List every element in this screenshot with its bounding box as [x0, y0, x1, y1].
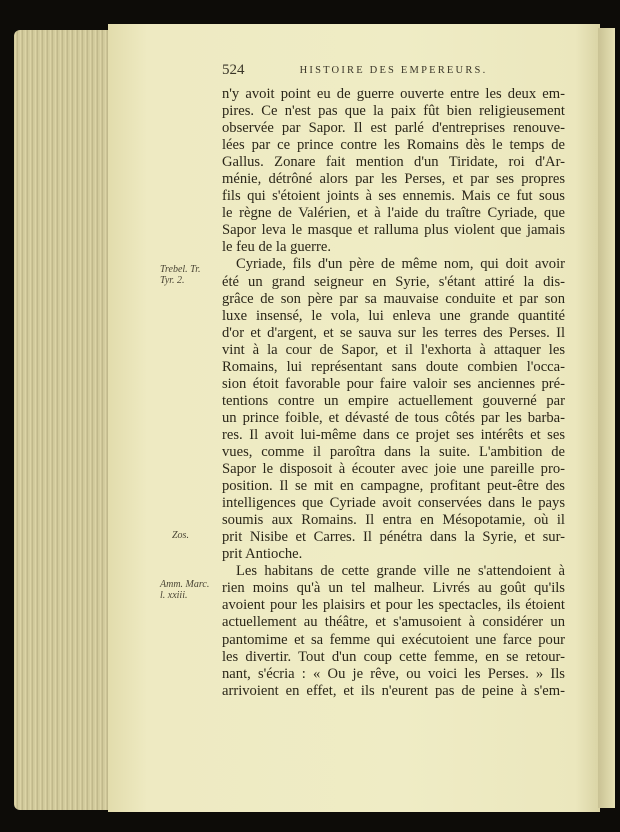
text-line: arrivoient en effet, et ils n'eurent pas de peine à s'em- [222, 682, 565, 699]
text-line: Sapor le disposoit à écouter avec joie une pareille pro- [222, 461, 565, 478]
margin-note [172, 530, 189, 541]
text-line: le feu de la guerre. [222, 239, 331, 256]
page-edges [14, 30, 114, 810]
text-line: pires. Ce n'est pas que la paix fût bien religieusement [222, 103, 565, 120]
margin-note-line: Zos. [172, 530, 189, 541]
text-line: nant, s'écria : « Ou je rêve, ou voici les Perses. » Ils [222, 665, 565, 682]
text-line: le règne de Valérien, et à l'aide du traître Cyriade, que [222, 205, 565, 222]
text-line: Sapor leva le masque et ralluma plus violent que jamais [222, 222, 565, 239]
margin-note-line: Tyr. 2. [160, 275, 185, 286]
text-line: tentions contre un empire actuellement gouverné par [222, 392, 565, 409]
text-line: pantomime et sa femme qui exécutoient une farce pour [222, 631, 565, 648]
margin-note-line: l. xxiii. [160, 590, 188, 601]
text-line: Gallus. Zonare fait mention d'un Tiridate, roi d'Ar- [222, 154, 565, 171]
text-line: ménie, détrôné alors par les Perses, et par ses propres [222, 171, 565, 188]
text-line: prit Antioche. [222, 546, 303, 563]
text-line: Cyriade, fils d'un père de même nom, qui doit avoir [236, 256, 565, 273]
text-line: soumis aux Romains. Il entra en Mésopotamie, où il [222, 512, 565, 529]
margin-note [160, 579, 209, 601]
text-line: n'y avoit point eu de guerre ouverte entre les deux em- [222, 86, 565, 102]
text-line: intelligences que Cyriade avoit conservées dans le pays [222, 495, 565, 512]
text-line: sion étoit favorable pour faire valoir ses anciennes pré- [222, 375, 565, 392]
text-line: rien moins qu'à un tel malheur. Livrés au goût qu'ils [222, 580, 565, 597]
running-header [222, 62, 565, 82]
text-line: observée par Sapor. Il est parlé d'entreprises renouve- [222, 120, 565, 137]
text-line: lées par ce prince contre les Romains dès le temps de [222, 137, 565, 154]
page-number: 524 [222, 62, 245, 78]
text-line: actuellement au théâtre, et s'amusoient à considérer un [222, 614, 565, 631]
text-line: Romains, lui représentant sans doute combien l'occa- [222, 358, 565, 375]
text-line: prit Nisibe et Carres. Il pénétra dans la Syrie, et sur- [222, 529, 565, 546]
body-text [222, 86, 565, 700]
text-line: avoient pour les plaisirs et pour les spectacles, ils étoient [222, 597, 565, 614]
text-line: res. Il avoit lui-même dans ce projet ses intérêts et ses [222, 426, 565, 443]
text-line: Les habitans de cette grande ville ne s'attendoient à [236, 563, 565, 580]
text-line: d'or et d'argent, et se sauva sur les terres des Perses. Il [222, 324, 565, 341]
text-line: été un grand seigneur en Syrie, s'étant attiré la dis- [222, 273, 565, 290]
margin-note-line: Amm. Marc. [160, 579, 210, 590]
text-line: un prince foible, et dévasté de tous côtés par les barba- [222, 409, 565, 426]
running-title: HISTOIRE DES EMPEREURS. [299, 65, 488, 76]
margin-note-line: Trebel. Tr. [160, 264, 201, 275]
text-line: grâce de son père par sa mauvaise conduite et par son [222, 290, 565, 307]
text-line: position. Il se mit en campagne, profitant peut-être des [222, 478, 565, 495]
text-line: vues, comme il paroîtra dans la suite. L'ambition de [222, 443, 565, 460]
margin-note [160, 264, 200, 286]
text-line: luxe insensé, le vola, lui enleva une grande quantité [222, 307, 565, 324]
text-line: les divertir. Tout d'un coup cette femme, en se retour- [222, 648, 565, 665]
text-line: fils qui s'étoient joints à ses ennemis. Mais ce fut sous [222, 188, 565, 205]
next-page-edge [598, 28, 615, 808]
text-line: vint à la cour de Sapor, et il l'exhorta à attaquer les [222, 341, 565, 358]
